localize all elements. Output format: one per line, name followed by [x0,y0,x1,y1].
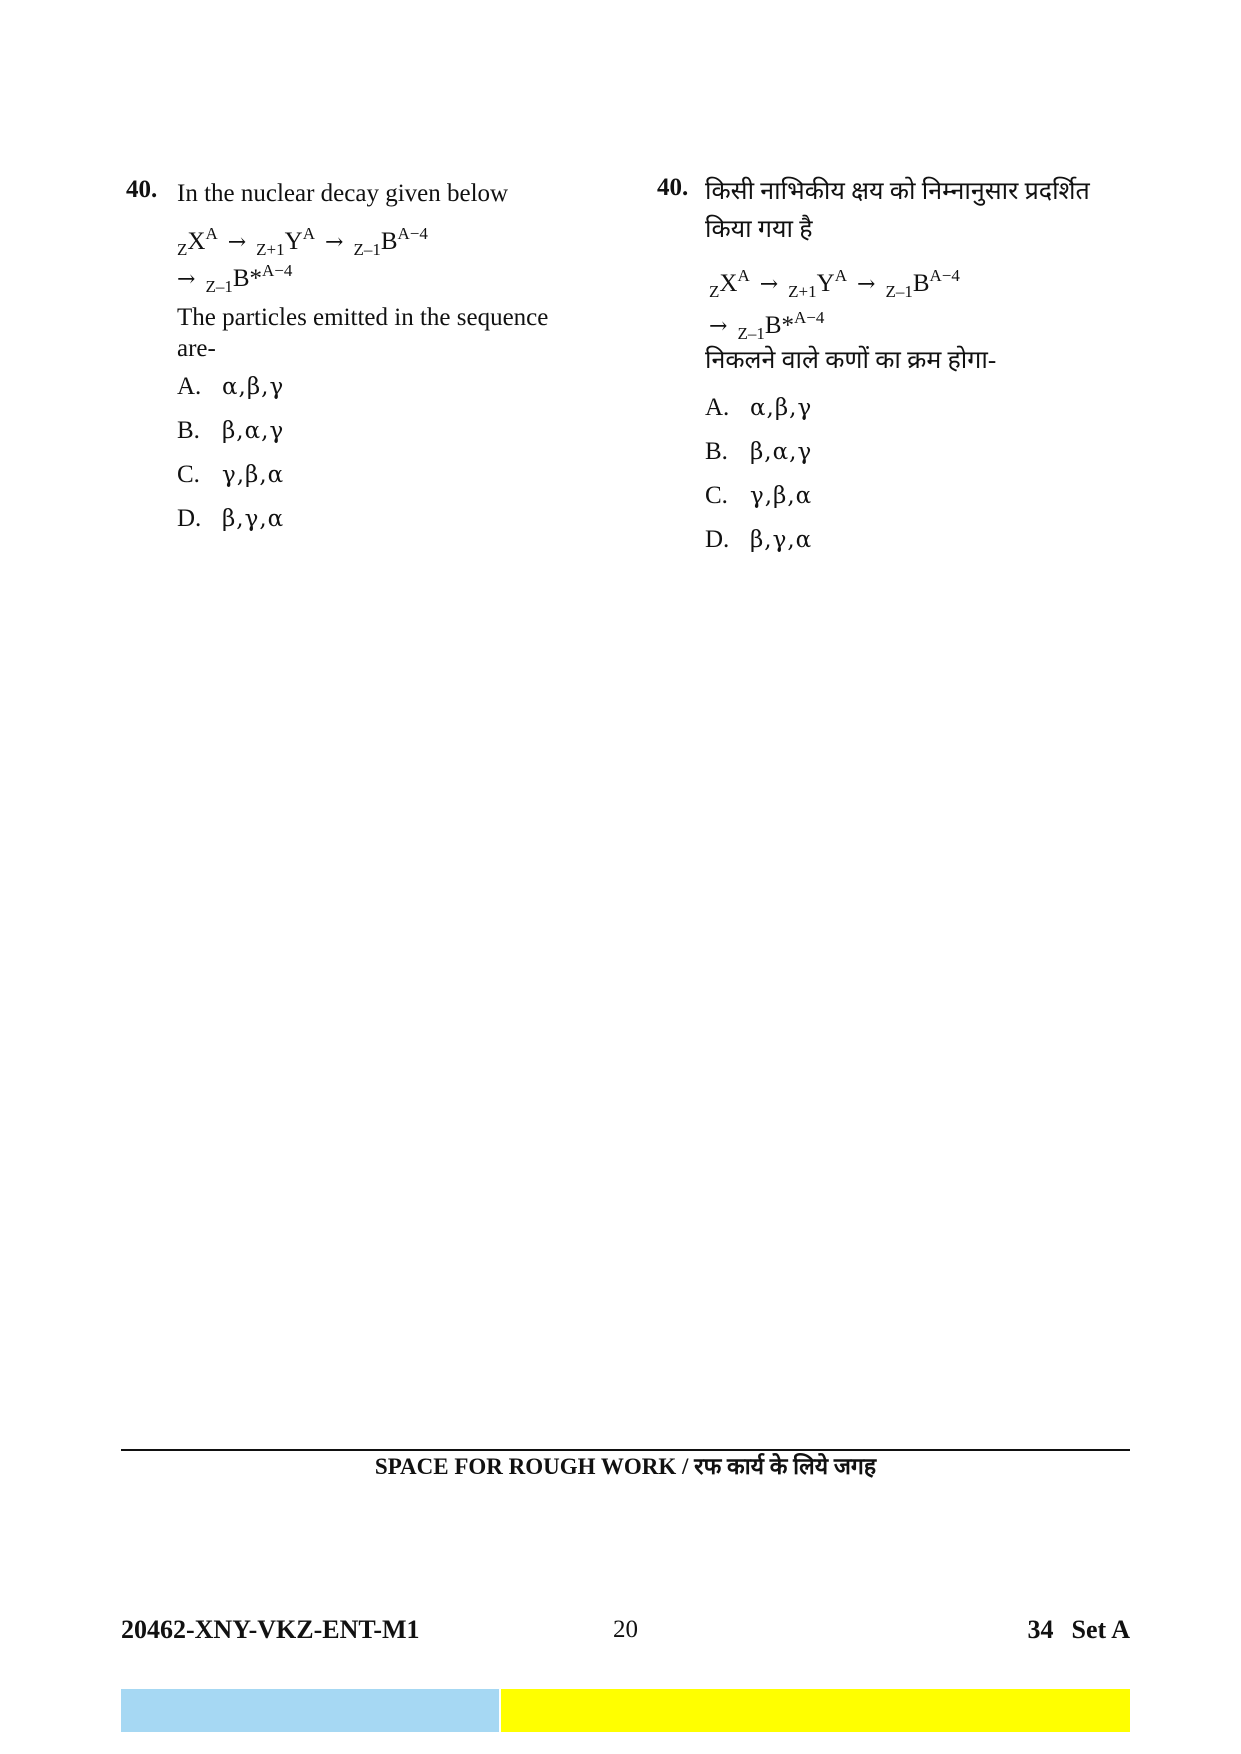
decay-equation-line-2 [709,302,824,350]
atomic-number-prescript: Z–1 [737,324,765,343]
option-b [705,436,865,468]
option-label: D. [177,505,202,532]
element-symbol: X [187,228,206,255]
nuclide-daughter [353,218,427,266]
rough-work-divider [121,1449,1130,1451]
atomic-number-prescript: Z [177,240,188,259]
prompt-text: निकलने वाले कणों का क्रम होगा- [705,347,997,374]
mass-number-superscript: A [834,266,847,285]
element-symbol: B* [232,265,263,292]
nuclide-intermediate [788,260,847,308]
option-c [705,480,865,512]
option-label: C. [177,461,200,488]
mass-number-superscript: A [205,224,218,243]
prompt-text: are- [177,335,216,362]
option-label: B. [177,417,200,444]
arrow-icon: → [759,272,779,297]
atomic-number-prescript: Z–1 [885,282,913,301]
option-value: β,γ,α [750,527,813,553]
set-info [1028,1614,1131,1646]
mass-number-superscript: A [737,266,750,285]
mass-number-superscript: A [302,224,315,243]
option-a [177,371,337,403]
set-label: Set A [1071,1615,1130,1644]
element-symbol: X [719,270,738,297]
question-text: किसी नाभिकीय क्षय को निम्नानुसार प्रदर्शित [705,178,1090,205]
option-d [177,503,337,535]
option-value: β,α,γ [750,439,813,465]
prompt-text: The particles emitted in the sequence [177,304,549,331]
arrow-icon: → [227,230,247,255]
option-label: D. [705,526,730,553]
atomic-number-prescript: Z–1 [353,240,381,259]
paper-code: 20462-XNY-VKZ-ENT-M1 [121,1615,420,1644]
option-label: A. [705,394,730,421]
mass-number-superscript: A−4 [794,308,825,327]
option-c [177,459,337,491]
nuclide-excited [205,255,292,303]
decay-equation-line-2 [177,255,292,303]
arrow-icon: → [325,230,344,255]
element-symbol: B [380,228,398,255]
atomic-number-prescript: Z–1 [205,277,233,296]
option-value: α,β,γ [750,395,813,421]
color-bar-blue [121,1689,499,1732]
element-symbol: Y [816,270,835,297]
atomic-number-prescript: Z [709,282,720,301]
atomic-number-prescript: Z+1 [788,282,817,301]
nuclide-parent [709,260,750,308]
color-bar-yellow [501,1689,1130,1732]
option-value: γ,β,α [750,483,813,509]
element-symbol: B [912,270,930,297]
element-symbol: Y [284,228,303,255]
option-value: α,β,γ [222,374,285,400]
arrow-icon: → [709,314,728,339]
option-a [705,392,865,424]
option-value: β,γ,α [222,506,285,532]
paper-number: 34 [1027,1615,1054,1644]
option-d [705,524,865,556]
decay-equation-line-1 [709,260,960,308]
nuclide-daughter [885,260,959,308]
option-label: B. [705,438,728,465]
mass-number-superscript: A−4 [397,224,428,243]
mass-number-superscript: A−4 [929,266,960,285]
atomic-number-prescript: Z+1 [256,240,285,259]
question-text: In the nuclear decay given below [177,180,509,207]
option-value: β,α,γ [222,418,285,444]
arrow-icon: → [177,267,196,292]
arrow-icon: → [857,272,876,297]
option-label: A. [177,373,202,400]
page-number: 20 [613,1616,638,1643]
nuclide-excited [737,302,824,350]
mass-number-superscript: A−4 [262,261,293,280]
rough-work-heading: SPACE FOR ROUGH WORK / रफ कार्य के लिये जगह [374,1454,877,1479]
option-value: γ,β,α [222,462,285,488]
option-label: C. [705,482,728,509]
question-number: 40. [657,174,689,201]
option-b [177,415,337,447]
question-number: 40. [126,176,158,203]
question-text: किया गया है [705,216,813,243]
element-symbol: B* [764,312,795,339]
